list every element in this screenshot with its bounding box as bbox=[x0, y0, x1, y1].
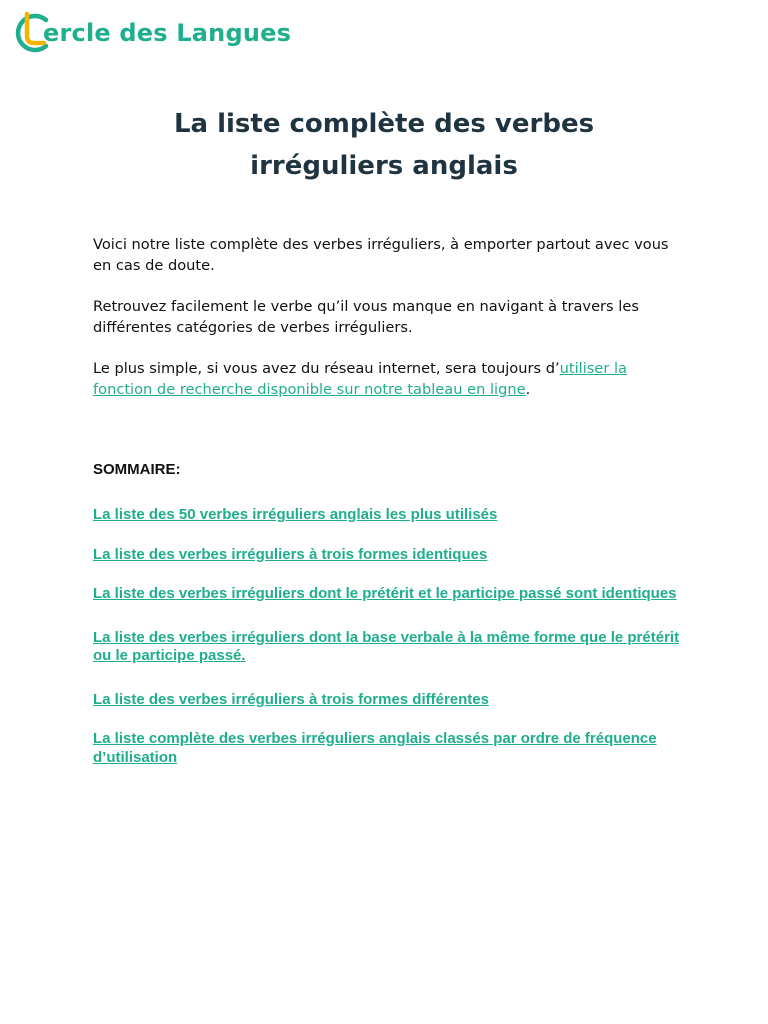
intro-paragraph-3-prefix: Le plus simple, si vous avez du réseau internet, sera toujours d’ bbox=[93, 360, 560, 377]
intro-paragraph-3 bbox=[93, 359, 678, 400]
toc-item bbox=[93, 546, 683, 565]
toc-link-three-identical[interactable]: La liste des verbes irréguliers à trois formes identiques bbox=[93, 545, 488, 563]
toc-link-base-same-form[interactable]: La liste des verbes irréguliers dont la base verbale à la même forme que le prétérit ou le participe passé. bbox=[93, 628, 680, 664]
toc-item bbox=[93, 730, 683, 767]
toc-link-by-frequency[interactable]: La liste complète des verbes irréguliers anglais classés par ordre de fréquence d’utilisation bbox=[93, 730, 657, 766]
toc-item bbox=[93, 629, 683, 666]
intro-section bbox=[93, 235, 678, 421]
table-of-contents bbox=[93, 506, 683, 767]
intro-paragraph-1: Voici notre liste complète des verbes irréguliers, à emporter partout avec vous en cas de doute. bbox=[93, 236, 669, 274]
site-logo[interactable] bbox=[12, 12, 291, 54]
intro-paragraph-3-suffix: . bbox=[525, 380, 531, 398]
toc-link-preterit-participle-identical[interactable]: La liste des verbes irréguliers dont le prétérit et le participe passé sont identiques bbox=[93, 585, 677, 602]
toc-link-top-50[interactable]: La liste des 50 verbes irréguliers anglais les plus utilisés bbox=[93, 506, 498, 523]
intro-paragraph-2: Retrouvez facilement le verbe qu’il vous manque en navigant à travers les différentes catégories de verbes irréguliers. bbox=[93, 298, 639, 336]
logo-wordmark: ercle des Langues bbox=[43, 19, 292, 47]
online-search-link[interactable]: utiliser la fonction de recherche disponible sur notre tableau en ligne bbox=[93, 360, 627, 398]
toc-item bbox=[93, 691, 683, 710]
page-title: La liste complète des verbes irréguliers anglais bbox=[173, 109, 595, 181]
toc-item bbox=[93, 585, 683, 604]
toc-heading: SOMMAIRE: bbox=[93, 461, 181, 478]
toc-link-three-different[interactable]: La liste des verbes irréguliers à trois formes différentes bbox=[93, 690, 489, 708]
toc-item bbox=[93, 506, 683, 525]
